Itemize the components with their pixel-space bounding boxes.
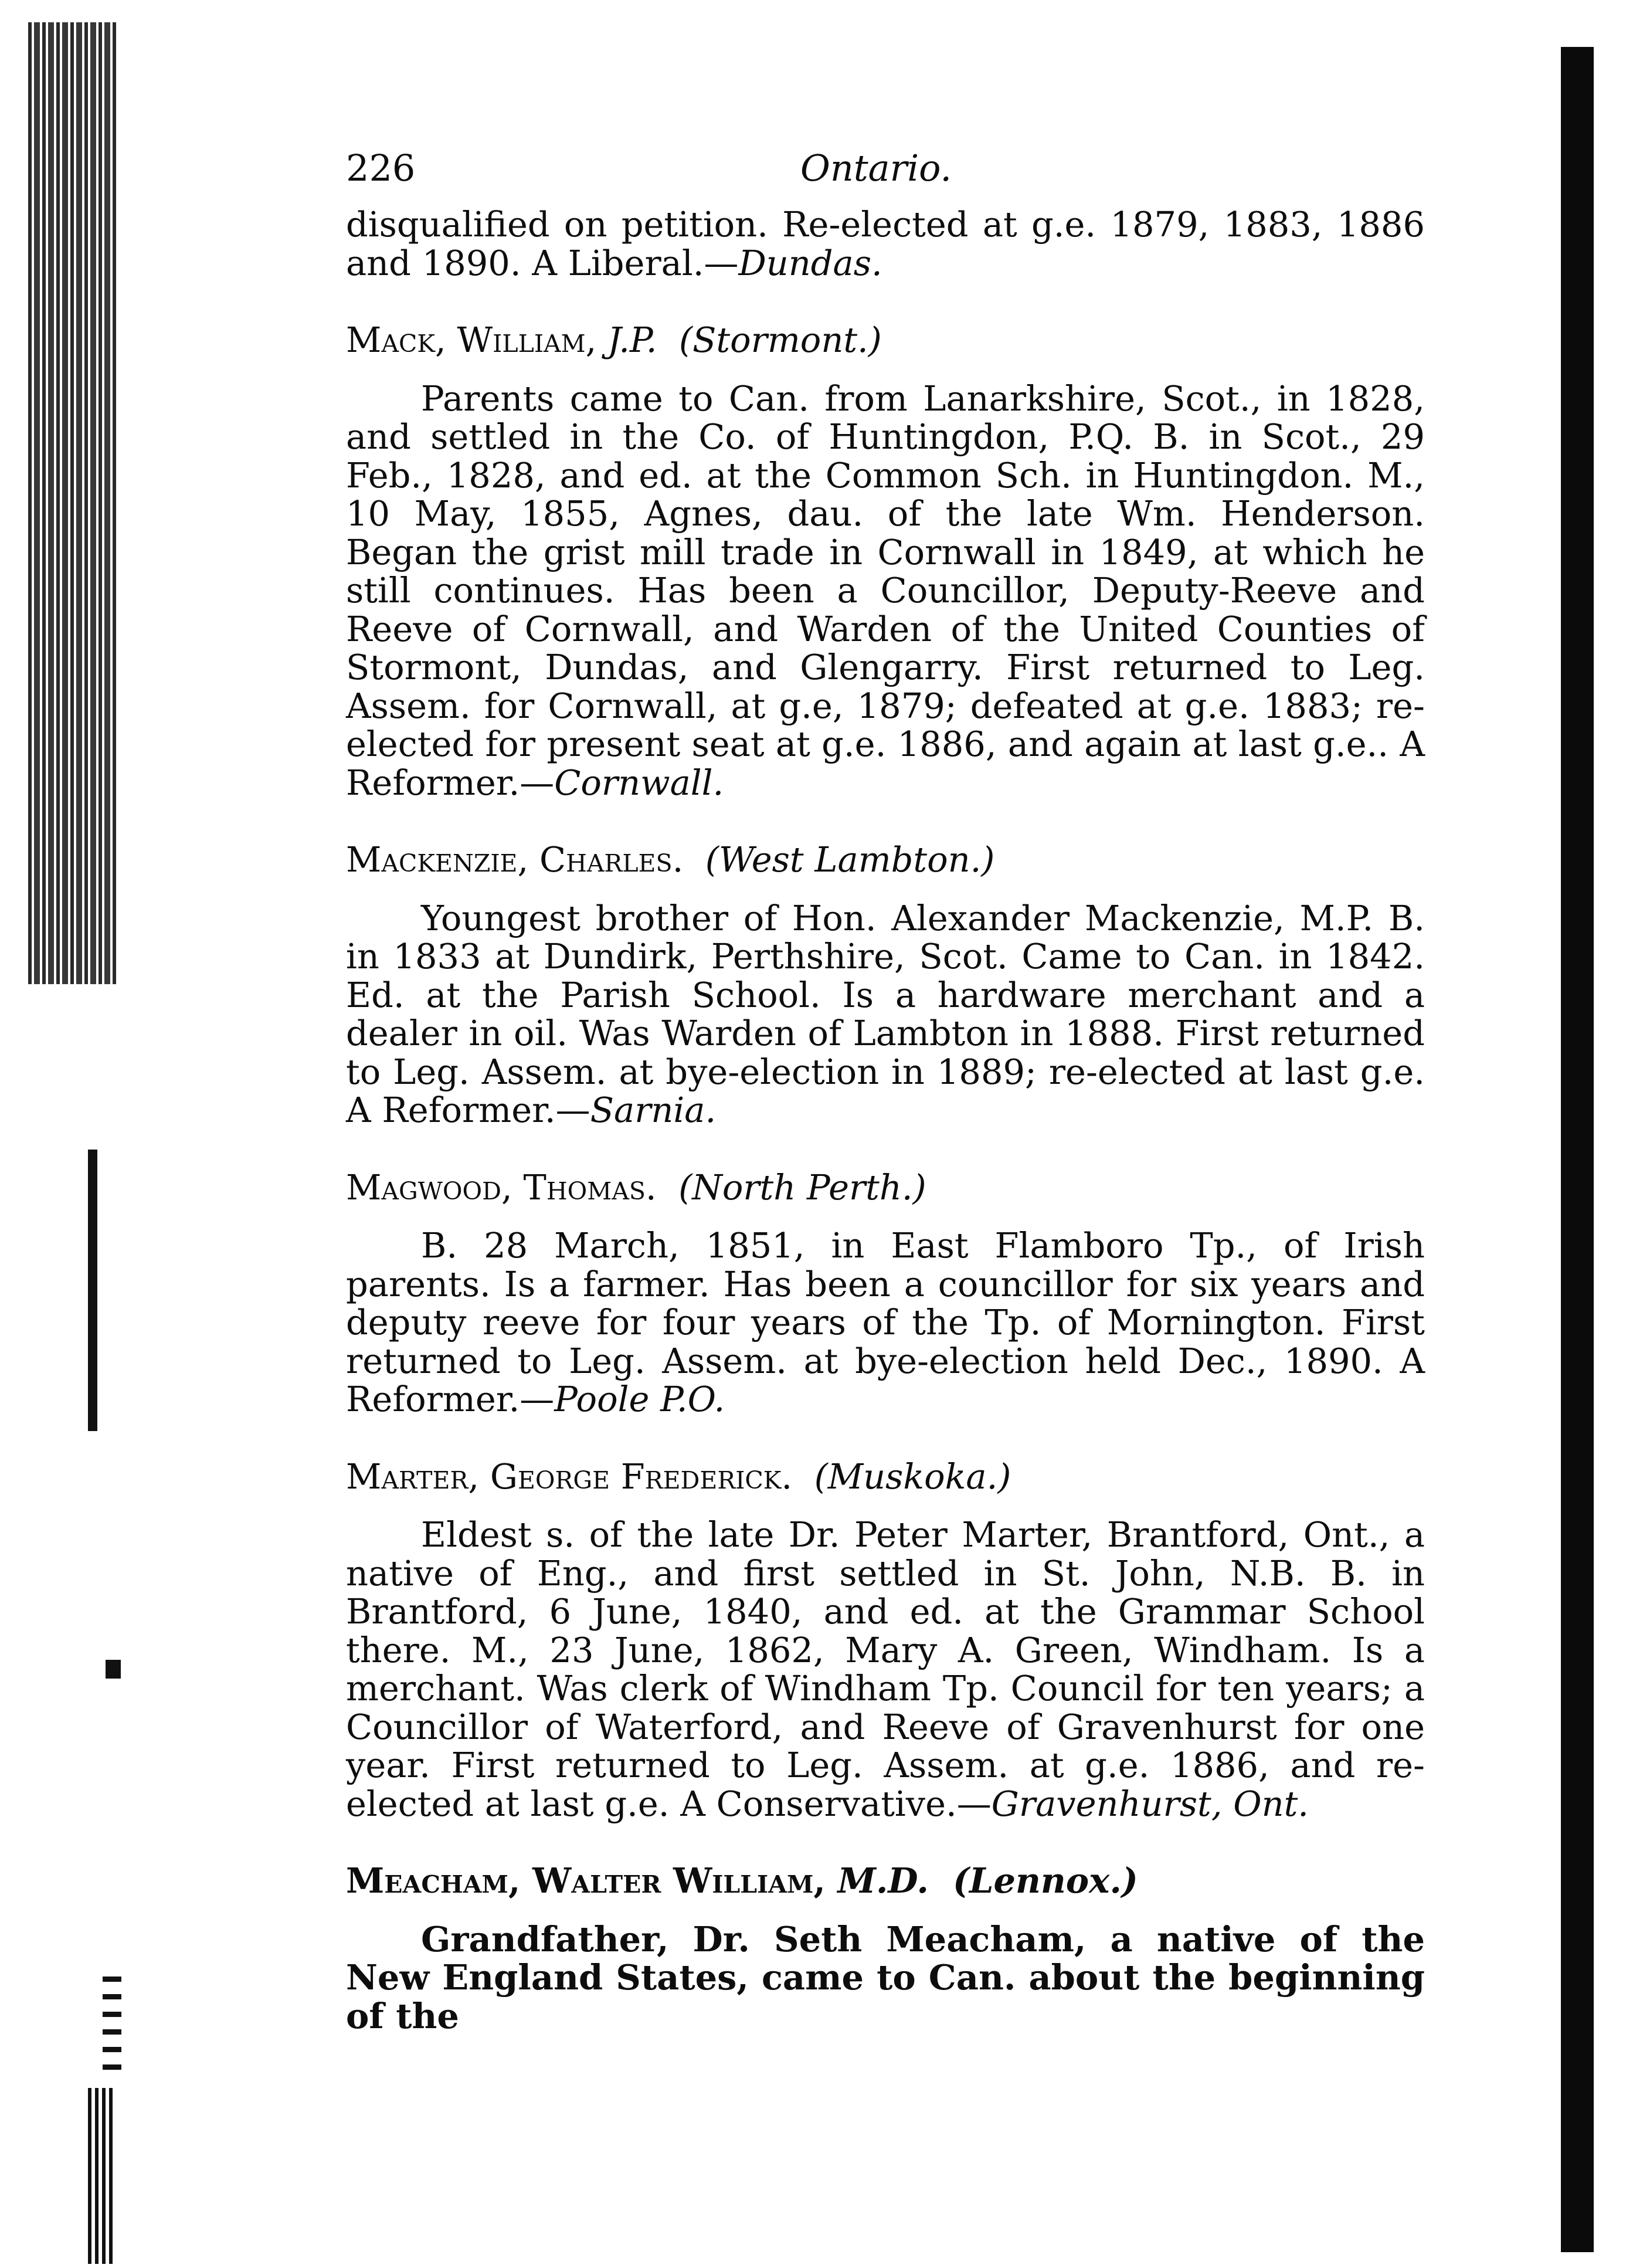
book-page xyxy=(346,135,1425,2074)
entry-title-suffix: J.P. xyxy=(607,320,657,360)
entry-constituency: (West Lambton.) xyxy=(705,839,995,880)
entry-heading xyxy=(346,1457,1425,1496)
entry-name: Meacham, Walter William, xyxy=(346,1860,826,1901)
entry-location: Dundas. xyxy=(738,242,882,283)
entry-constituency: (Stormont.) xyxy=(678,320,882,360)
entry xyxy=(346,1862,1425,2035)
entry-heading xyxy=(346,840,1425,879)
entry-constituency: (Muskoka.) xyxy=(814,1456,1011,1497)
scan-edge-artifact xyxy=(88,1150,97,1431)
entry-body: Eldest s. of the late Dr. Peter Marter, Brantford, Ont., a native of Eng., and first settled in St. John, N.B. B. in Brantford, 6 June, 1840, and ed. at the Grammar School there. M., 23 June, 1862, Mary A. Green, Windham. Is a merchant. Was clerk of Windham Tp. Council for ten years; a Councillor of Waterford, and Reeve of Gravenhurst for one year. First returned to Leg. Assem. at g.e. 1886, and re-elected at last g.e. A Conservative.—Gravenhurst, Ont. xyxy=(346,1514,1425,1824)
entry-location: Gravenhurst, Ont. xyxy=(991,1783,1309,1824)
entry-body: Grandfather, Dr. Seth Meacham, a native of the New England States, came to Can. about the beginning of the xyxy=(346,1918,1425,2036)
entry-heading xyxy=(346,1168,1425,1207)
scan-edge-artifact xyxy=(103,1977,121,2070)
page-header xyxy=(346,135,1425,205)
entry-name: Marter, George Frederick. xyxy=(346,1456,793,1497)
entry xyxy=(346,1168,1425,1419)
entry-location: Cornwall. xyxy=(554,762,724,803)
entry-title-suffix: M.D. xyxy=(837,1860,929,1901)
entry xyxy=(346,1457,1425,1823)
entry-heading xyxy=(346,321,1425,360)
entry xyxy=(346,321,1425,802)
entry-body: Parents came to Can. from Lanarkshire, Scot., in 1828, and settled in the Co. of Huntingdon, P.Q. B. in Scot., 29 Feb., 1828, and ed. at the Common Sch. in Huntingdon. M., 10 May, 1855, Agnes, dau. of the late Wm. Henderson. Began the grist mill trade in Cornwall in 1849, at which he still continues. Has been a Councillor, Deputy-Reeve and Reeve of Cornwall, and Warden of the United Counties of Stormont, Dundas, and Glengarry. First returned to Leg. Assem. for Cornwall, at g.e, 1879; defeated at g.e. 1883; re-elected for present seat at g.e. 1886, and again at last g.e.. A Reformer.—Cornwall. xyxy=(346,378,1425,803)
entry-location: Poole P.O. xyxy=(554,1379,725,1419)
entry xyxy=(346,840,1425,1130)
entry-body: B. 28 March, 1851, in East Flamboro Tp., of Irish parents. Is a farmer. Has been a councillor for six years and deputy reeve for four years of the Tp. of Mornington. First returned to Leg. Assem. at bye-election held Dec., 1890. A Reformer.—Poole P.O. xyxy=(346,1225,1425,1419)
entry-constituency: (Lennox.) xyxy=(953,1860,1138,1901)
entry-heading xyxy=(346,1862,1425,1900)
entry-constituency: (North Perth.) xyxy=(678,1167,926,1208)
scan-edge-artifact xyxy=(28,22,116,984)
scan-edge-artifact xyxy=(106,1660,121,1679)
page-number: 226 xyxy=(346,147,416,189)
scan-edge-artifact xyxy=(1561,47,1594,2252)
entry-body: Youngest brother of Hon. Alexander Mackenzie, M.P. B. in 1833 at Dundirk, Perthshire, Scot. Came to Can. in 1842. Ed. at the Parish School. Is a hardware merchant and a dealer in oil. Was Warden of Lambton in 1888. First returned to Leg. Assem. at bye-election in 1889; re-elected at last g.e. A Reformer.—Sarnia. xyxy=(346,897,1425,1130)
entry-name: Mack, William, xyxy=(346,320,597,360)
entry-name: Mackenzie, Charles. xyxy=(346,839,684,880)
entry-name: Magwood, Thomas. xyxy=(346,1167,657,1208)
scan-edge-artifact xyxy=(88,2088,115,2264)
entry-location: Sarnia. xyxy=(590,1090,717,1130)
continuation-paragraph: disqualified on petition. Re-elected at g.e. 1879, 1883, 1886 and 1890. A Liberal.—Dundas. xyxy=(346,204,1425,283)
running-title: Ontario. xyxy=(800,147,952,189)
